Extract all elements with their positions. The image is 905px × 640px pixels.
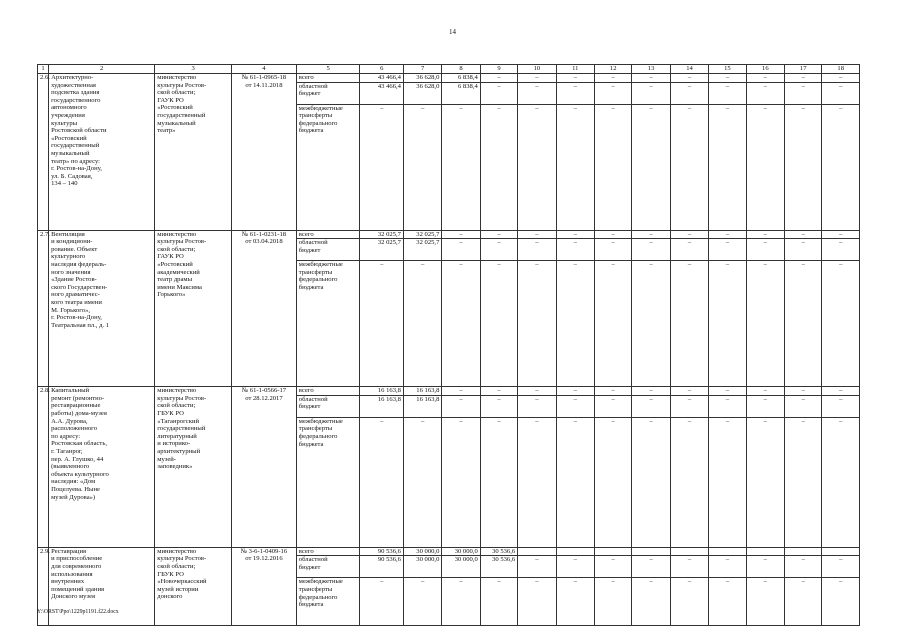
- funding-source-label: областной бюджет: [296, 239, 360, 261]
- funding-value-cell: –: [785, 395, 822, 417]
- funding-value-cell: –: [403, 578, 441, 626]
- funding-value-cell: –: [556, 104, 594, 230]
- funding-value-cell: –: [556, 230, 594, 239]
- item-number: 2.7.: [38, 230, 49, 387]
- funding-value-cell: 36 628,0: [403, 74, 441, 83]
- funding-value-cell: –: [632, 261, 670, 387]
- funding-value-cell: 6 838,4: [442, 82, 480, 104]
- funding-source-label: всего: [296, 547, 360, 556]
- funding-value-cell: –: [594, 82, 631, 104]
- funding-source-label: всего: [296, 230, 360, 239]
- funding-value-cell: 43 466,4: [360, 74, 403, 83]
- funding-value-cell: –: [442, 395, 480, 417]
- funding-value-cell: –: [709, 74, 746, 83]
- funding-value-cell: –: [746, 417, 784, 547]
- funding-value-cell: –: [556, 387, 594, 396]
- column-header: 5: [296, 65, 360, 74]
- funding-source-label: межбюджетные трансферты федерального бюджета: [296, 578, 360, 626]
- funding-value-cell: –: [632, 417, 670, 547]
- funding-value-cell: –: [746, 230, 784, 239]
- funding-value-cell: –: [785, 261, 822, 387]
- funding-value-cell: [670, 547, 708, 556]
- funding-value-cell: –: [518, 230, 556, 239]
- file-path-footer: Y:\ORST\Ppo\1229p1191.f22.docx: [37, 609, 119, 615]
- funding-value-cell: –: [360, 261, 403, 387]
- funding-value-cell: 43 466,4: [360, 82, 403, 104]
- column-header: 7: [403, 65, 441, 74]
- column-header: 17: [785, 65, 822, 74]
- object-name: Архитектурно- художественная подсветка здания государственного автономного учреждения культуры Ростовской области «Ростовский государственный музыкальный театр» по адресу: г. Ростов-на-Дону, ул. Б. Садовая, 134 – 140: [49, 74, 155, 231]
- funding-value-cell: –: [670, 395, 708, 417]
- funding-value-cell: –: [556, 417, 594, 547]
- funding-value-cell: –: [442, 239, 480, 261]
- funding-value-cell: –: [822, 261, 860, 387]
- funding-value-cell: –: [746, 82, 784, 104]
- funding-value-cell: –: [822, 82, 860, 104]
- column-header: 3: [155, 65, 232, 74]
- object-name: Капитальный ремонт (ремонтно- реставрационные работы) дома-музея А.А. Дурова, расположенного по адресу: Ростовская область, г. Таганрог, пер. А. Глушко, 44 (выявленного объекта культурного наследия: «Дом Поцелуева. Ныне музей Дурова»): [49, 387, 155, 548]
- funding-value-cell: [594, 547, 631, 556]
- funding-value-cell: –: [632, 104, 670, 230]
- funding-value-cell: –: [632, 556, 670, 578]
- funding-value-cell: –: [480, 104, 517, 230]
- column-number-row: [38, 65, 860, 74]
- column-header: 8: [442, 65, 480, 74]
- funding-value-cell: –: [670, 417, 708, 547]
- funding-value-cell: –: [746, 556, 784, 578]
- executor-name: министерство культуры Ростов- ской области; ГАУК РО «Ростовский государственный музыкальный театр»: [155, 74, 232, 231]
- funding-value-cell: –: [746, 395, 784, 417]
- funding-value-cell: –: [518, 261, 556, 387]
- funding-value-cell: –: [785, 417, 822, 547]
- funding-value-cell: –: [594, 230, 631, 239]
- funding-value-cell: 16 163,8: [360, 387, 403, 396]
- funding-value-cell: –: [594, 417, 631, 547]
- funding-value-cell: –: [670, 556, 708, 578]
- funding-value-cell: 32 025,7: [403, 239, 441, 261]
- funding-value-cell: [632, 547, 670, 556]
- funding-value-cell: –: [709, 556, 746, 578]
- page-number: 14: [449, 28, 456, 36]
- funding-value-cell: –: [746, 239, 784, 261]
- funding-value-cell: –: [709, 82, 746, 104]
- funding-value-cell: –: [518, 417, 556, 547]
- funding-value-cell: –: [556, 556, 594, 578]
- funding-value-cell: –: [709, 261, 746, 387]
- item-number: 2.6.: [38, 74, 49, 231]
- funding-value-cell: –: [746, 387, 784, 396]
- funding-value-cell: –: [403, 417, 441, 547]
- funding-value-cell: –: [785, 104, 822, 230]
- document-number: № 3-6-1-0409-16 от 19.12.2016: [232, 547, 297, 626]
- funding-value-cell: 16 163,8: [403, 387, 441, 396]
- funding-value-cell: –: [518, 556, 556, 578]
- funding-value-cell: –: [594, 239, 631, 261]
- funding-value-cell: 30 536,6: [480, 547, 517, 556]
- funding-value-cell: –: [442, 578, 480, 626]
- funding-value-cell: –: [442, 387, 480, 396]
- funding-value-cell: –: [632, 74, 670, 83]
- funding-value-cell: –: [670, 261, 708, 387]
- funding-value-cell: –: [442, 230, 480, 239]
- funding-value-cell: [822, 547, 860, 556]
- funding-source-label: межбюджетные трансферты федерального бюджета: [296, 104, 360, 230]
- column-header: 2: [49, 65, 155, 74]
- funding-value-cell: –: [518, 104, 556, 230]
- funding-value-cell: –: [785, 556, 822, 578]
- funding-value-cell: –: [556, 261, 594, 387]
- funding-value-cell: –: [709, 230, 746, 239]
- funding-value-cell: –: [632, 387, 670, 396]
- funding-value-cell: –: [480, 239, 517, 261]
- funding-source-label: всего: [296, 387, 360, 396]
- funding-value-cell: [785, 547, 822, 556]
- document-number: № 61-1-0965-18 от 14.11.2018: [232, 74, 297, 231]
- funding-value-cell: 30 000,0: [403, 547, 441, 556]
- funding-value-cell: –: [670, 578, 708, 626]
- column-header: 1: [38, 65, 49, 74]
- item-number: 2.8.: [38, 387, 49, 548]
- funding-value-cell: –: [785, 578, 822, 626]
- funding-value-cell: –: [518, 239, 556, 261]
- funding-value-cell: –: [594, 387, 631, 396]
- funding-value-cell: –: [556, 74, 594, 83]
- funding-value-cell: –: [670, 239, 708, 261]
- funding-value-cell: –: [822, 556, 860, 578]
- funding-value-cell: –: [518, 578, 556, 626]
- funding-value-cell: –: [632, 395, 670, 417]
- column-header: 6: [360, 65, 403, 74]
- funding-value-cell: –: [822, 395, 860, 417]
- funding-value-cell: 30 000,0: [442, 556, 480, 578]
- funding-value-cell: –: [785, 239, 822, 261]
- executor-name: министерство культуры Ростов- ской области; ГБУК РО «Новочеркасский музей истории донского: [155, 547, 232, 626]
- funding-value-cell: [556, 547, 594, 556]
- funding-value-cell: 32 025,7: [360, 230, 403, 239]
- executor-name: министерство культуры Ростов- ской области; ГАУК РО «Ростовский академический театр драмы имени Максима Горького»: [155, 230, 232, 387]
- table-row: [38, 74, 860, 83]
- funding-value-cell: –: [670, 230, 708, 239]
- funding-value-cell: –: [670, 82, 708, 104]
- funding-source-label: областной бюджет: [296, 395, 360, 417]
- funding-value-cell: –: [594, 104, 631, 230]
- executor-name: министерство культуры Ростов- ской области; ГБУК РО «Таганрогский государственный литературный и историко- архитектурный музей- заповедник»: [155, 387, 232, 548]
- table-row: [38, 547, 860, 556]
- funding-source-label: всего: [296, 74, 360, 83]
- funding-value-cell: –: [709, 239, 746, 261]
- funding-value-cell: –: [403, 261, 441, 387]
- funding-value-cell: 90 536,6: [360, 556, 403, 578]
- funding-value-cell: 6 838,4: [442, 74, 480, 83]
- funding-value-cell: –: [480, 417, 517, 547]
- funding-value-cell: –: [822, 417, 860, 547]
- funding-value-cell: –: [709, 417, 746, 547]
- funding-value-cell: –: [785, 74, 822, 83]
- funding-value-cell: 36 628,0: [403, 82, 441, 104]
- funding-value-cell: –: [785, 230, 822, 239]
- funding-value-cell: –: [709, 395, 746, 417]
- column-header: 16: [746, 65, 784, 74]
- funding-value-cell: –: [360, 104, 403, 230]
- funding-value-cell: 32 025,7: [403, 230, 441, 239]
- column-header: 9: [480, 65, 517, 74]
- document-number: № 61-1-0231-18 от 03.04.2018: [232, 230, 297, 387]
- column-header: 14: [670, 65, 708, 74]
- funding-value-cell: –: [632, 578, 670, 626]
- table-row: [38, 387, 860, 396]
- funding-value-cell: –: [670, 387, 708, 396]
- column-header: 10: [518, 65, 556, 74]
- funding-value-cell: 16 163,8: [403, 395, 441, 417]
- funding-value-cell: –: [556, 578, 594, 626]
- funding-value-cell: –: [785, 387, 822, 396]
- funding-value-cell: –: [746, 578, 784, 626]
- funding-value-cell: [518, 547, 556, 556]
- funding-value-cell: –: [594, 395, 631, 417]
- funding-value-cell: –: [746, 104, 784, 230]
- funding-value-cell: –: [709, 578, 746, 626]
- funding-value-cell: –: [518, 387, 556, 396]
- funding-table: [37, 64, 860, 626]
- funding-value-cell: –: [632, 82, 670, 104]
- funding-value-cell: –: [480, 230, 517, 239]
- funding-value-cell: –: [746, 74, 784, 83]
- funding-value-cell: –: [594, 74, 631, 83]
- funding-value-cell: –: [594, 578, 631, 626]
- funding-value-cell: –: [518, 74, 556, 83]
- funding-value-cell: –: [746, 261, 784, 387]
- funding-value-cell: –: [360, 417, 403, 547]
- funding-value-cell: [709, 547, 746, 556]
- funding-source-label: межбюджетные трансферты федерального бюджета: [296, 261, 360, 387]
- funding-value-cell: –: [594, 261, 631, 387]
- funding-value-cell: –: [442, 417, 480, 547]
- funding-value-cell: –: [556, 239, 594, 261]
- funding-value-cell: –: [822, 104, 860, 230]
- funding-value-cell: –: [442, 104, 480, 230]
- funding-value-cell: –: [480, 387, 517, 396]
- funding-value-cell: –: [480, 261, 517, 387]
- funding-value-cell: –: [594, 556, 631, 578]
- funding-value-cell: –: [403, 104, 441, 230]
- object-name: Реставрация и приспособление для современного использования внутренних помещений здания Донского музея: [49, 547, 155, 626]
- funding-value-cell: –: [442, 261, 480, 387]
- funding-value-cell: 32 025,7: [360, 239, 403, 261]
- funding-value-cell: –: [670, 74, 708, 83]
- funding-value-cell: –: [822, 578, 860, 626]
- document-number: № 61-1-0566-17 от 28.12.2017: [232, 387, 297, 548]
- funding-value-cell: –: [556, 395, 594, 417]
- funding-value-cell: –: [480, 82, 517, 104]
- column-header: 4: [232, 65, 297, 74]
- funding-value-cell: –: [709, 104, 746, 230]
- funding-value-cell: –: [670, 104, 708, 230]
- object-name: Вентиляция и кондициони- рование. Объект культурного наследия федераль- ного значения «Здание Ростов- ского Государствен- ного драматичес- кого театра имени М. Горького», г. Ростов-на-Дону, Театральная пл., д. 1: [49, 230, 155, 387]
- funding-value-cell: –: [360, 578, 403, 626]
- column-header: 13: [632, 65, 670, 74]
- funding-value-cell: –: [822, 387, 860, 396]
- funding-value-cell: –: [632, 230, 670, 239]
- funding-value-cell: –: [822, 239, 860, 261]
- funding-value-cell: –: [822, 230, 860, 239]
- funding-value-cell: –: [822, 74, 860, 83]
- funding-value-cell: –: [709, 387, 746, 396]
- funding-source-label: областной бюджет: [296, 556, 360, 578]
- funding-value-cell: –: [632, 239, 670, 261]
- funding-value-cell: 30 000,0: [403, 556, 441, 578]
- table-row: [38, 230, 860, 239]
- funding-value-cell: –: [785, 82, 822, 104]
- item-number: 2.9.: [38, 547, 49, 626]
- funding-source-label: областной бюджет: [296, 82, 360, 104]
- column-header: 12: [594, 65, 631, 74]
- funding-value-cell: 30 536,6: [480, 556, 517, 578]
- funding-value-cell: 30 000,0: [442, 547, 480, 556]
- column-header: 18: [822, 65, 860, 74]
- funding-value-cell: –: [556, 82, 594, 104]
- funding-value-cell: –: [480, 74, 517, 83]
- funding-value-cell: 16 163,8: [360, 395, 403, 417]
- funding-value-cell: [746, 547, 784, 556]
- funding-value-cell: –: [480, 578, 517, 626]
- column-header: 11: [556, 65, 594, 74]
- funding-value-cell: –: [480, 395, 517, 417]
- funding-value-cell: –: [518, 395, 556, 417]
- funding-source-label: межбюджетные трансферты федерального бюджета: [296, 417, 360, 547]
- funding-value-cell: 90 536,6: [360, 547, 403, 556]
- column-header: 15: [709, 65, 746, 74]
- funding-value-cell: –: [518, 82, 556, 104]
